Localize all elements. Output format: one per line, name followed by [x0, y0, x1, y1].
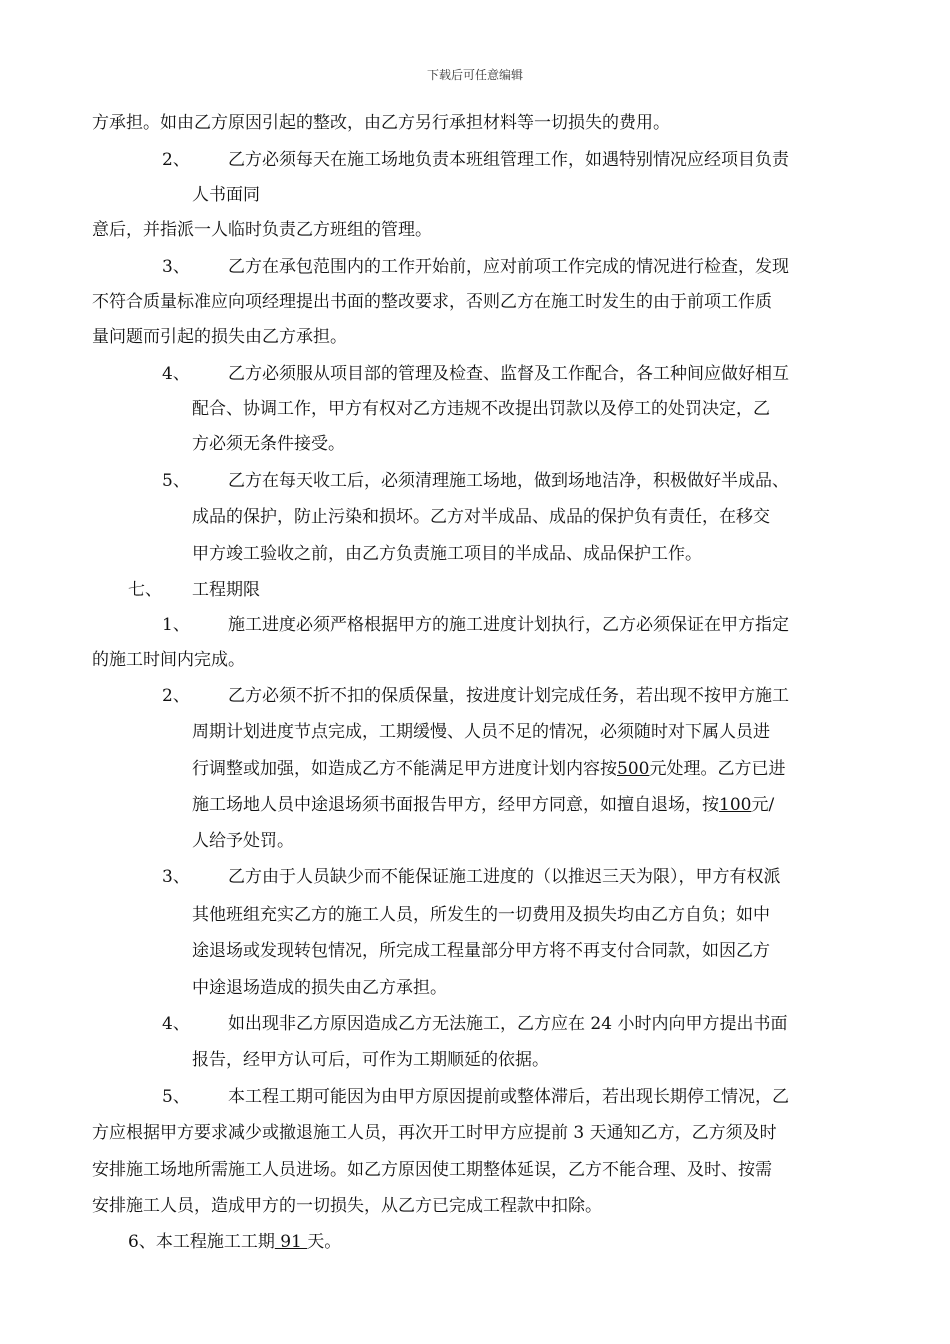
text-line: 乙方必须每天在施工场地负责本班组管理工作，如遇特别情况应经项目负责 [228, 150, 789, 170]
text-line: 人书面同 [192, 185, 260, 205]
duration-days: 91 [274, 1232, 308, 1252]
text-line [192, 795, 774, 815]
text-line: 方承担。如由乙方原因引起的整改，由乙方另行承担材料等一切损失的费用。 [92, 113, 670, 133]
text-line: 乙方由于人员缺少而不能保证施工进度的（以推迟三天为限），甲方有权派 [228, 867, 781, 887]
item-number: 5、 [162, 471, 190, 491]
text-line: 方必须无条件接受。 [192, 434, 345, 454]
page-header: 下载后可任意编辑 [426, 68, 523, 82]
text-line [192, 759, 785, 779]
text-segment: 6、本工程施工工期 [128, 1232, 275, 1252]
text-line: 意后，并指派一人临时负责乙方班组的管理。 [92, 220, 432, 240]
text-line: 其他班组充实乙方的施工人员，所发生的一切费用及损失均由乙方自负；如中 [192, 905, 770, 925]
text-line: 安排施工人员，造成甲方的一切损失，从乙方已完成工程款中扣除。 [92, 1196, 602, 1216]
text-line: 的施工时间内完成。 [92, 650, 245, 670]
text-line: 周期计划进度节点完成，工期缓慢、人员不足的情况，必须随时对下属人员进 [192, 722, 770, 742]
text-segment: 行调整或加强，如造成乙方不能满足甲方进度计划内容按 [192, 759, 617, 779]
item-number: 3、 [162, 867, 190, 887]
text-segment: 施工场地人员中途退场须书面报告甲方，经甲方同意，如擅自退场，按 [192, 795, 719, 815]
text-line: 乙方必须不折不扣的保质保量，按进度计划完成任务，若出现不按甲方施工 [228, 686, 789, 706]
item-number: 2、 [162, 150, 190, 170]
text-line [128, 1232, 341, 1252]
text-line: 不符合质量标准应向项经理提出书面的整改要求，否则乙方在施工时发生的由于前项工作质 [92, 292, 772, 312]
section-number: 七、 [128, 580, 162, 600]
text-line: 本工程工期可能因为由甲方原因提前或整体滞后，若出现长期停工情况，乙 [228, 1087, 789, 1107]
item-number: 5、 [162, 1087, 190, 1107]
item-number: 3、 [162, 257, 190, 277]
text-line: 方应根据甲方要求减少或撤退施工人员，再次开工时甲方应提前 3 天通知乙方，乙方须及时 [92, 1123, 777, 1143]
text-line: 人给予处罚。 [192, 831, 294, 851]
text-line: 配合、协调工作，甲方有权对乙方违规不改提出罚款以及停工的处罚决定，乙 [192, 399, 770, 419]
text-line: 乙方在每天收工后，必须清理施工场地，做到场地洁净，积极做好半成品、 [228, 471, 789, 491]
item-number: 2、 [162, 686, 190, 706]
text-segment: 元/ [751, 795, 775, 815]
section-title: 工程期限 [192, 580, 260, 600]
text-line: 安排施工场地所需施工人员进场。如乙方原因使工期整体延误，乙方不能合理、及时、按需 [92, 1160, 772, 1180]
text-line: 报告，经甲方认可后，可作为工期顺延的依据。 [192, 1050, 549, 1070]
text-line: 甲方竣工验收之前，由乙方负责施工项目的半成品、成品保护工作。 [192, 544, 702, 564]
item-number: 4、 [162, 364, 190, 384]
text-line: 施工进度必须严格根据甲方的施工进度计划执行，乙方必须保证在甲方指定 [228, 615, 789, 635]
text-segment: 天。 [307, 1232, 342, 1252]
item-number: 1、 [162, 615, 190, 635]
text-line: 中途退场造成的损失由乙方承担。 [192, 978, 447, 998]
penalty-amount: 500 [617, 759, 650, 779]
item-number: 4、 [162, 1014, 190, 1034]
text-line: 乙方必须服从项目部的管理及检查、监督及工作配合，各工种间应做好相互 [228, 364, 789, 384]
text-line: 如出现非乙方原因造成乙方无法施工，乙方应在 24 小时内向甲方提出书面 [228, 1014, 788, 1034]
text-line: 成品的保护，防止污染和损坏。乙方对半成品、成品的保护负有责任，在移交 [192, 507, 770, 527]
penalty-amount: 100 [719, 795, 752, 815]
text-line: 途退场或发现转包情况，所完成工程量部分甲方将不再支付合同款，如因乙方 [192, 941, 770, 961]
text-segment: 元处理。乙方已进 [649, 759, 786, 779]
text-line: 量问题而引起的损失由乙方承担。 [92, 327, 347, 347]
text-line: 乙方在承包范围内的工作开始前，应对前项工作完成的情况进行检查，发现 [228, 257, 789, 277]
